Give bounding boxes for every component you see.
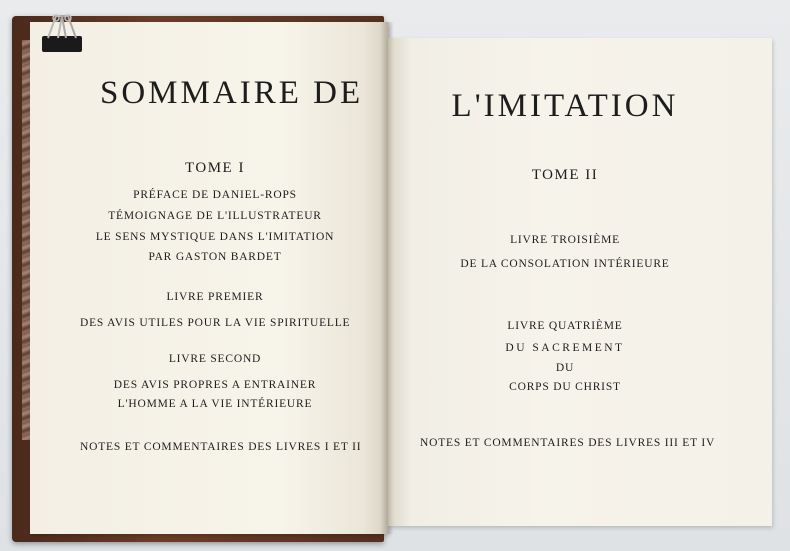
left-page-title: SOMMAIRE DE	[100, 75, 364, 111]
livre-troisieme-title: DE LA CONSOLATION INTÉRIEURE	[460, 258, 670, 270]
book-gutter	[380, 22, 394, 534]
livre-premier-title: DES AVIS UTILES POUR LA VIE SPIRITUELLE	[80, 317, 351, 329]
temoignage-line: TÉMOIGNAGE DE L'ILLUSTRATEUR	[108, 210, 322, 222]
author-line: PAR GASTON BARDET	[148, 251, 282, 263]
livre-quatrieme-title-line2: DU	[555, 362, 575, 374]
left-notes-line: NOTES ET COMMENTAIRES DES LIVRES I ET II	[80, 441, 362, 453]
livre-premier-heading: LIVRE PREMIER	[166, 291, 264, 303]
livre-second-title-line2: L'HOMME A LA VIE INTÉRIEURE	[117, 398, 313, 410]
livre-quatrieme-heading: LIVRE QUATRIÈME	[507, 320, 623, 332]
binder-clip-icon	[40, 14, 84, 60]
right-page-title: L'IMITATION	[451, 88, 679, 124]
livre-quatrieme-title-line1: DU SACREMENT	[505, 342, 625, 354]
livre-troisieme-heading: LIVRE TROISIÈME	[510, 234, 620, 246]
right-notes-line: NOTES ET COMMENTAIRES DES LIVRES III ET IV	[420, 437, 716, 449]
tome-one-heading: TOME I	[185, 160, 245, 176]
preface-line: PRÉFACE DE DANIEL-ROPS	[133, 189, 297, 201]
sens-mystique-line: LE SENS MYSTIQUE DANS L'IMITATION	[95, 231, 335, 243]
livre-quatrieme-title-line3: CORPS DU CHRIST	[509, 381, 621, 393]
livre-second-title-line1: DES AVIS PROPRES A ENTRAINER	[113, 379, 317, 391]
livre-second-heading: LIVRE SECOND	[168, 353, 262, 365]
tome-two-heading: TOME II	[531, 167, 599, 183]
